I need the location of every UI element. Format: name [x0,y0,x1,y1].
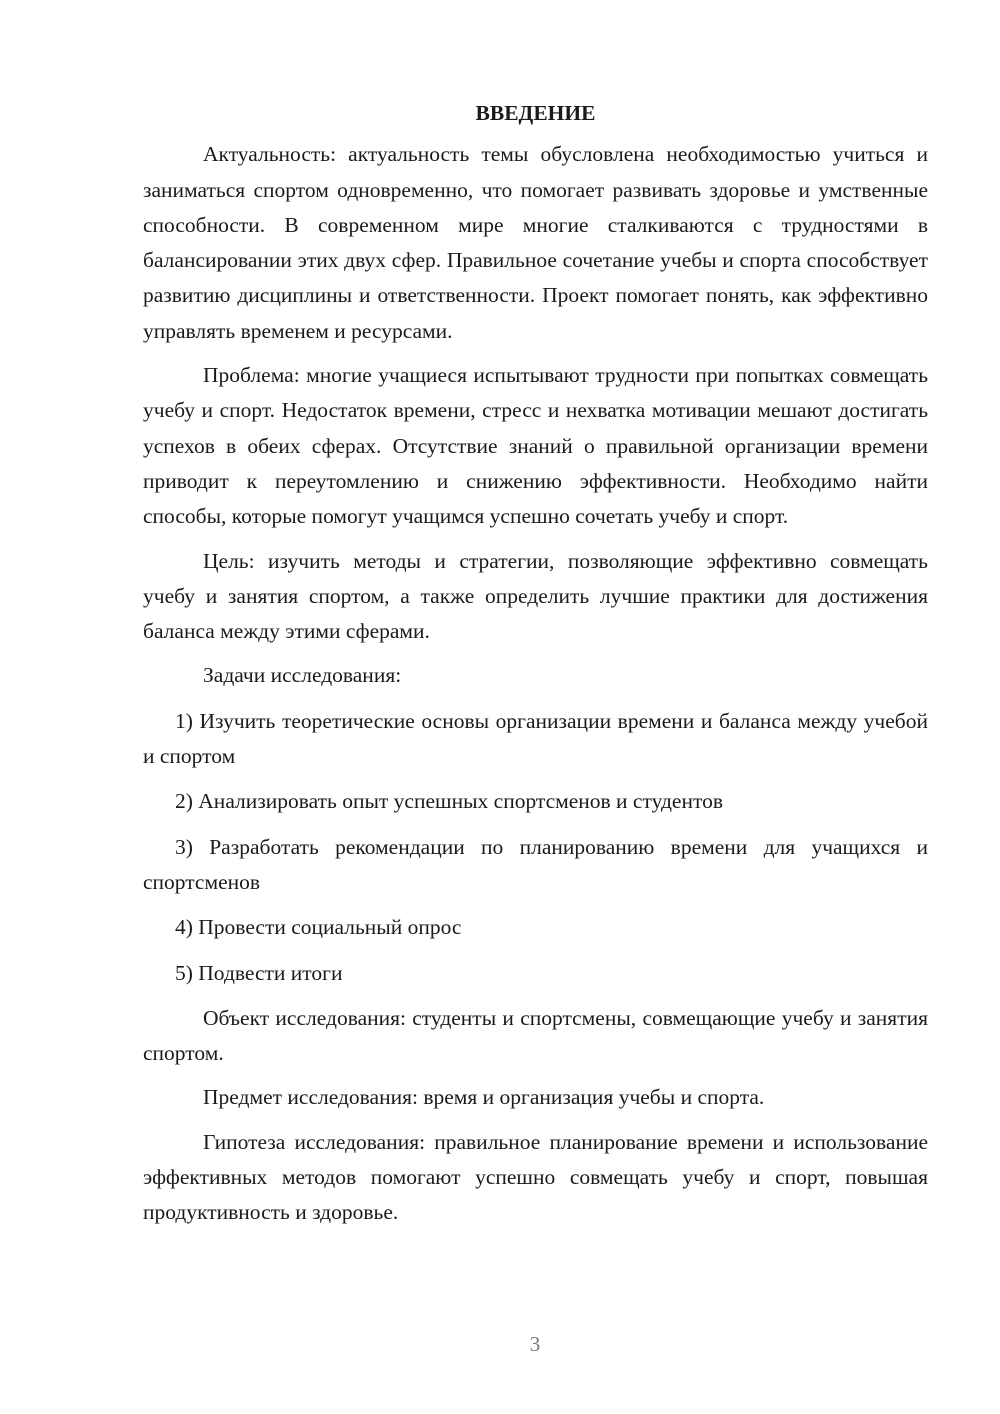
page-number: 3 [529,1332,541,1356]
paragraph-hypothesis: Гипотеза исследования: правильное планирование времени и использование эффективных методов помогают успешно совмещать учебу и спорт, повышая продуктивность и здоровье. [143,1129,928,1225]
document-page [143,96,928,1240]
tasks-list [143,704,928,991]
tasks-heading: Задачи исследования: [203,663,402,688]
paragraph-subject: Предмет исследования: время и организация учебы и спорта. [203,1085,765,1110]
document-title: ВВЕДЕНИЕ [475,101,596,125]
task-item-4: 4) Провести социальный опрос [175,915,462,940]
paragraph-actuality: Актуальность: актуальность темы обусловлена необходимостью учиться и заниматься спортом одновременно, что помогает развивать здоровье и умственные способности. В современном мире многие сталкиваются с трудностями в балансировании этих двух сфер. Правильное сочетание учебы и спорта способствует развитию дисциплины и ответственности. Проект помогает понять, как эффективно управлять временем и ресурсами. [143,142,928,343]
task-item-2: 2) Анализировать опыт успешных спортсменов и студентов [175,789,723,814]
task-item-5: 5) Подвести итоги [175,960,343,985]
paragraph-problem: Проблема: многие учащиеся испытывают трудности при попытках совмещать учебу и спорт. Недостаток времени, стресс и нехватка мотивации мешают достигать успехов в обеих сферах. Отсутствие знаний о правильной организации времени приводит к переутомлению и снижению эффективности. Необходимо найти способы, которые помогут учащимся успешно сочетать учебу и спорт. [143,363,928,529]
paragraph-object: Объект исследования: студенты и спортсмены, совмещающие учебу и занятия спортом. [143,1005,928,1066]
task-item-3: 3) Разработать рекомендации по планированию времени для учащихся и спортсменов [143,834,928,894]
task-item-1: 1) Изучить теоретические основы организации времени и баланса между учебой и спортом [143,708,928,769]
paragraph-goal: Цель: изучить методы и стратегии, позволяющие эффективно совмещать учебу и занятия спортом, а также определить лучшие практики для достижения баланса между этими сферами. [143,548,928,644]
